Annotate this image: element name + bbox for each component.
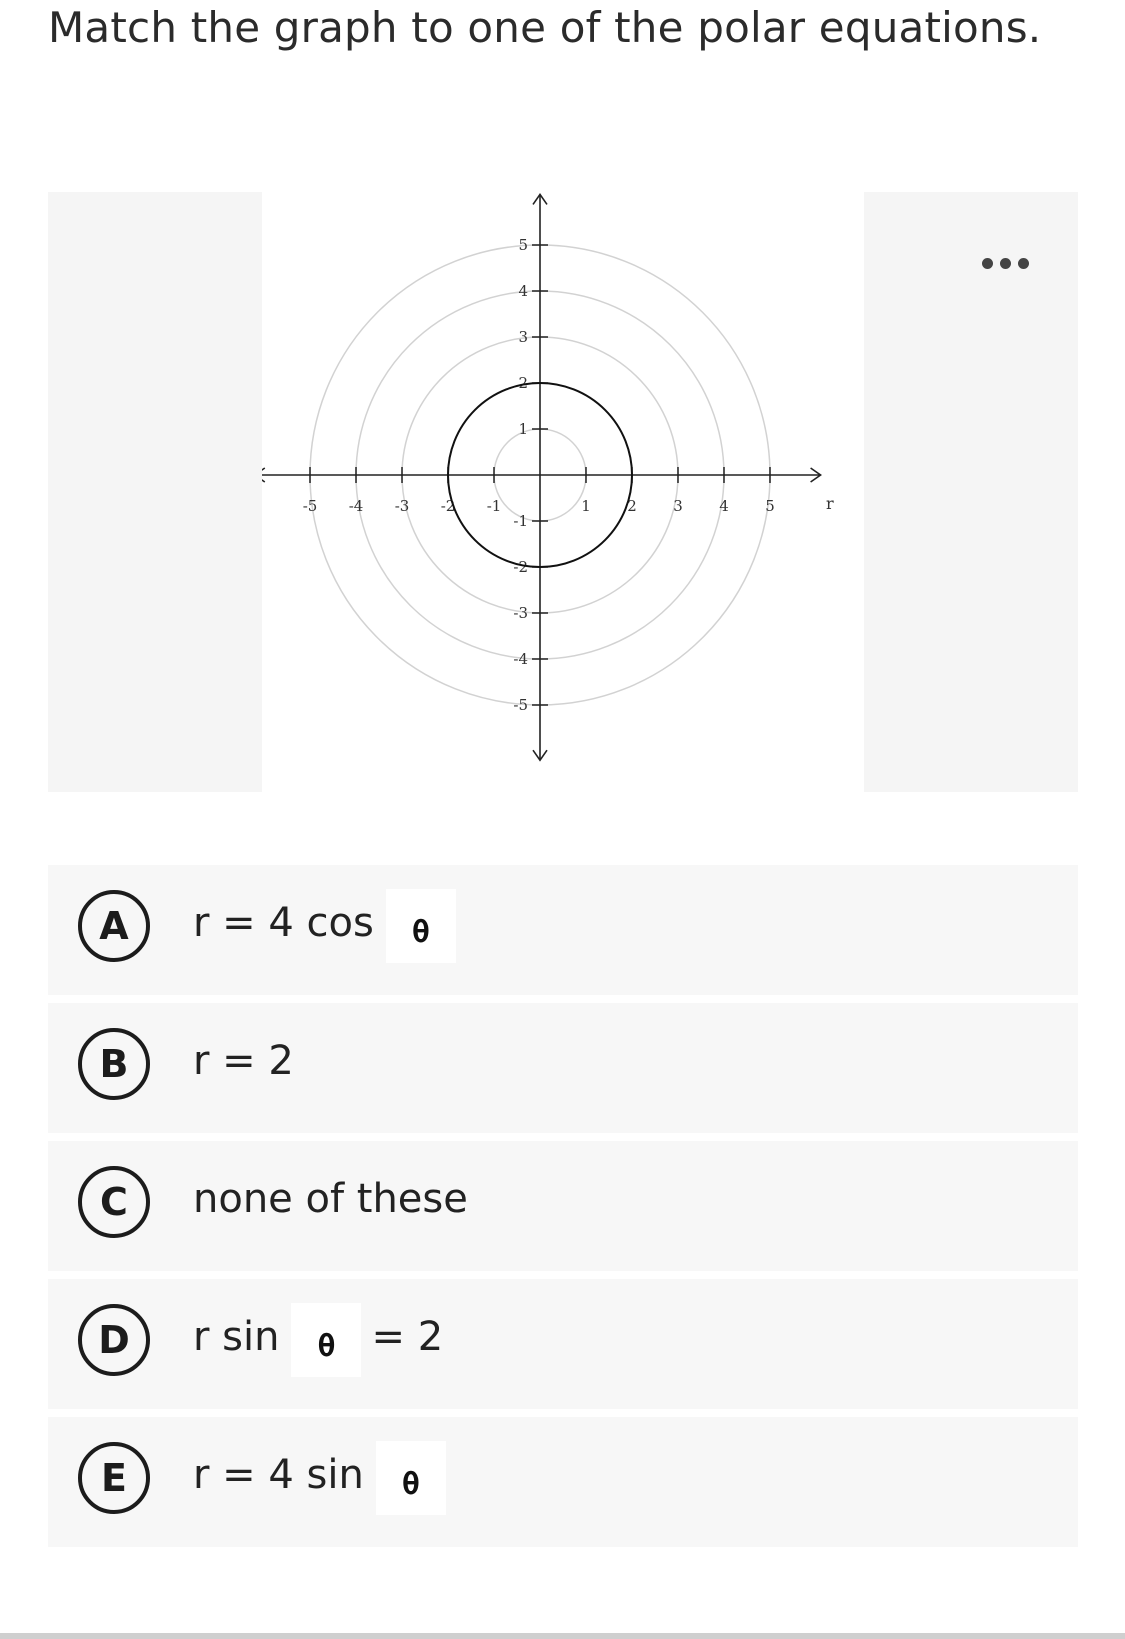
y-tick-label: 1 bbox=[518, 420, 528, 438]
equation-text-suffix: = 2 bbox=[371, 1314, 444, 1360]
theta-symbol: θ bbox=[317, 1329, 336, 1364]
polar-graph bbox=[262, 192, 864, 792]
y-tick-label: -3 bbox=[513, 604, 528, 622]
theta-symbol-image bbox=[291, 1303, 361, 1377]
y-tick-label: 2 bbox=[518, 374, 528, 392]
bottom-divider bbox=[0, 1633, 1125, 1639]
x-tick-label: 5 bbox=[765, 497, 775, 515]
y-tick-label: -2 bbox=[513, 558, 528, 576]
answer-option-d[interactable] bbox=[48, 1279, 1078, 1409]
theta-symbol-image bbox=[376, 1441, 446, 1515]
equation-text: r = 4 sin bbox=[193, 1452, 364, 1498]
axis-label-r: r bbox=[825, 494, 834, 513]
polar-graph-image bbox=[262, 192, 864, 792]
x-tick-label: 3 bbox=[673, 497, 683, 515]
y-tick-label: 3 bbox=[518, 328, 528, 346]
option-text bbox=[193, 1171, 468, 1227]
x-tick-label: -2 bbox=[440, 497, 456, 515]
y-tick-label: -4 bbox=[513, 650, 528, 668]
option-text bbox=[193, 1309, 443, 1377]
y-tick-label: 5 bbox=[518, 236, 528, 254]
y-tick-label: 4 bbox=[518, 282, 528, 300]
more-dot bbox=[1018, 258, 1029, 269]
x-tick-label: 4 bbox=[719, 497, 729, 515]
x-tick-label: -3 bbox=[394, 497, 410, 515]
equation-text: r = 2 bbox=[193, 1038, 294, 1084]
option-letter-badge: B bbox=[78, 1028, 150, 1100]
x-tick-label: -4 bbox=[348, 497, 364, 515]
more-dot bbox=[982, 258, 993, 269]
option-letter-badge: E bbox=[78, 1442, 150, 1514]
answer-option-a[interactable] bbox=[48, 865, 1078, 995]
theta-symbol: θ bbox=[411, 915, 430, 950]
theta-symbol-image bbox=[386, 889, 456, 963]
option-letter-badge: D bbox=[78, 1304, 150, 1376]
equation-text: r sin bbox=[193, 1314, 280, 1360]
y-tick-label: -5 bbox=[513, 696, 528, 714]
option-text bbox=[193, 895, 466, 963]
more-horizontal-icon[interactable] bbox=[975, 250, 1035, 276]
answer-option-e[interactable] bbox=[48, 1417, 1078, 1547]
equation-text: none of these bbox=[193, 1176, 468, 1222]
theta-symbol: θ bbox=[401, 1467, 420, 1502]
equation-text: r = 4 cos bbox=[193, 900, 374, 946]
x-tick-label: 1 bbox=[581, 497, 591, 515]
more-dot bbox=[1000, 258, 1011, 269]
x-tick-label: -1 bbox=[486, 497, 502, 515]
option-text bbox=[193, 1447, 456, 1515]
x-tick-label: 2 bbox=[627, 497, 637, 515]
option-letter-badge: C bbox=[78, 1166, 150, 1238]
option-letter-badge: A bbox=[78, 890, 150, 962]
figure-right-panel bbox=[864, 192, 1078, 792]
y-tick-label: -1 bbox=[513, 512, 528, 530]
answer-option-b[interactable] bbox=[48, 1003, 1078, 1133]
figure-area bbox=[48, 192, 1078, 792]
option-text bbox=[193, 1033, 294, 1089]
figure-left-panel bbox=[48, 192, 262, 792]
question-title: Match the graph to one of the polar equations. bbox=[48, 3, 1042, 52]
x-tick-label: -5 bbox=[302, 497, 318, 515]
answer-option-c[interactable] bbox=[48, 1141, 1078, 1271]
